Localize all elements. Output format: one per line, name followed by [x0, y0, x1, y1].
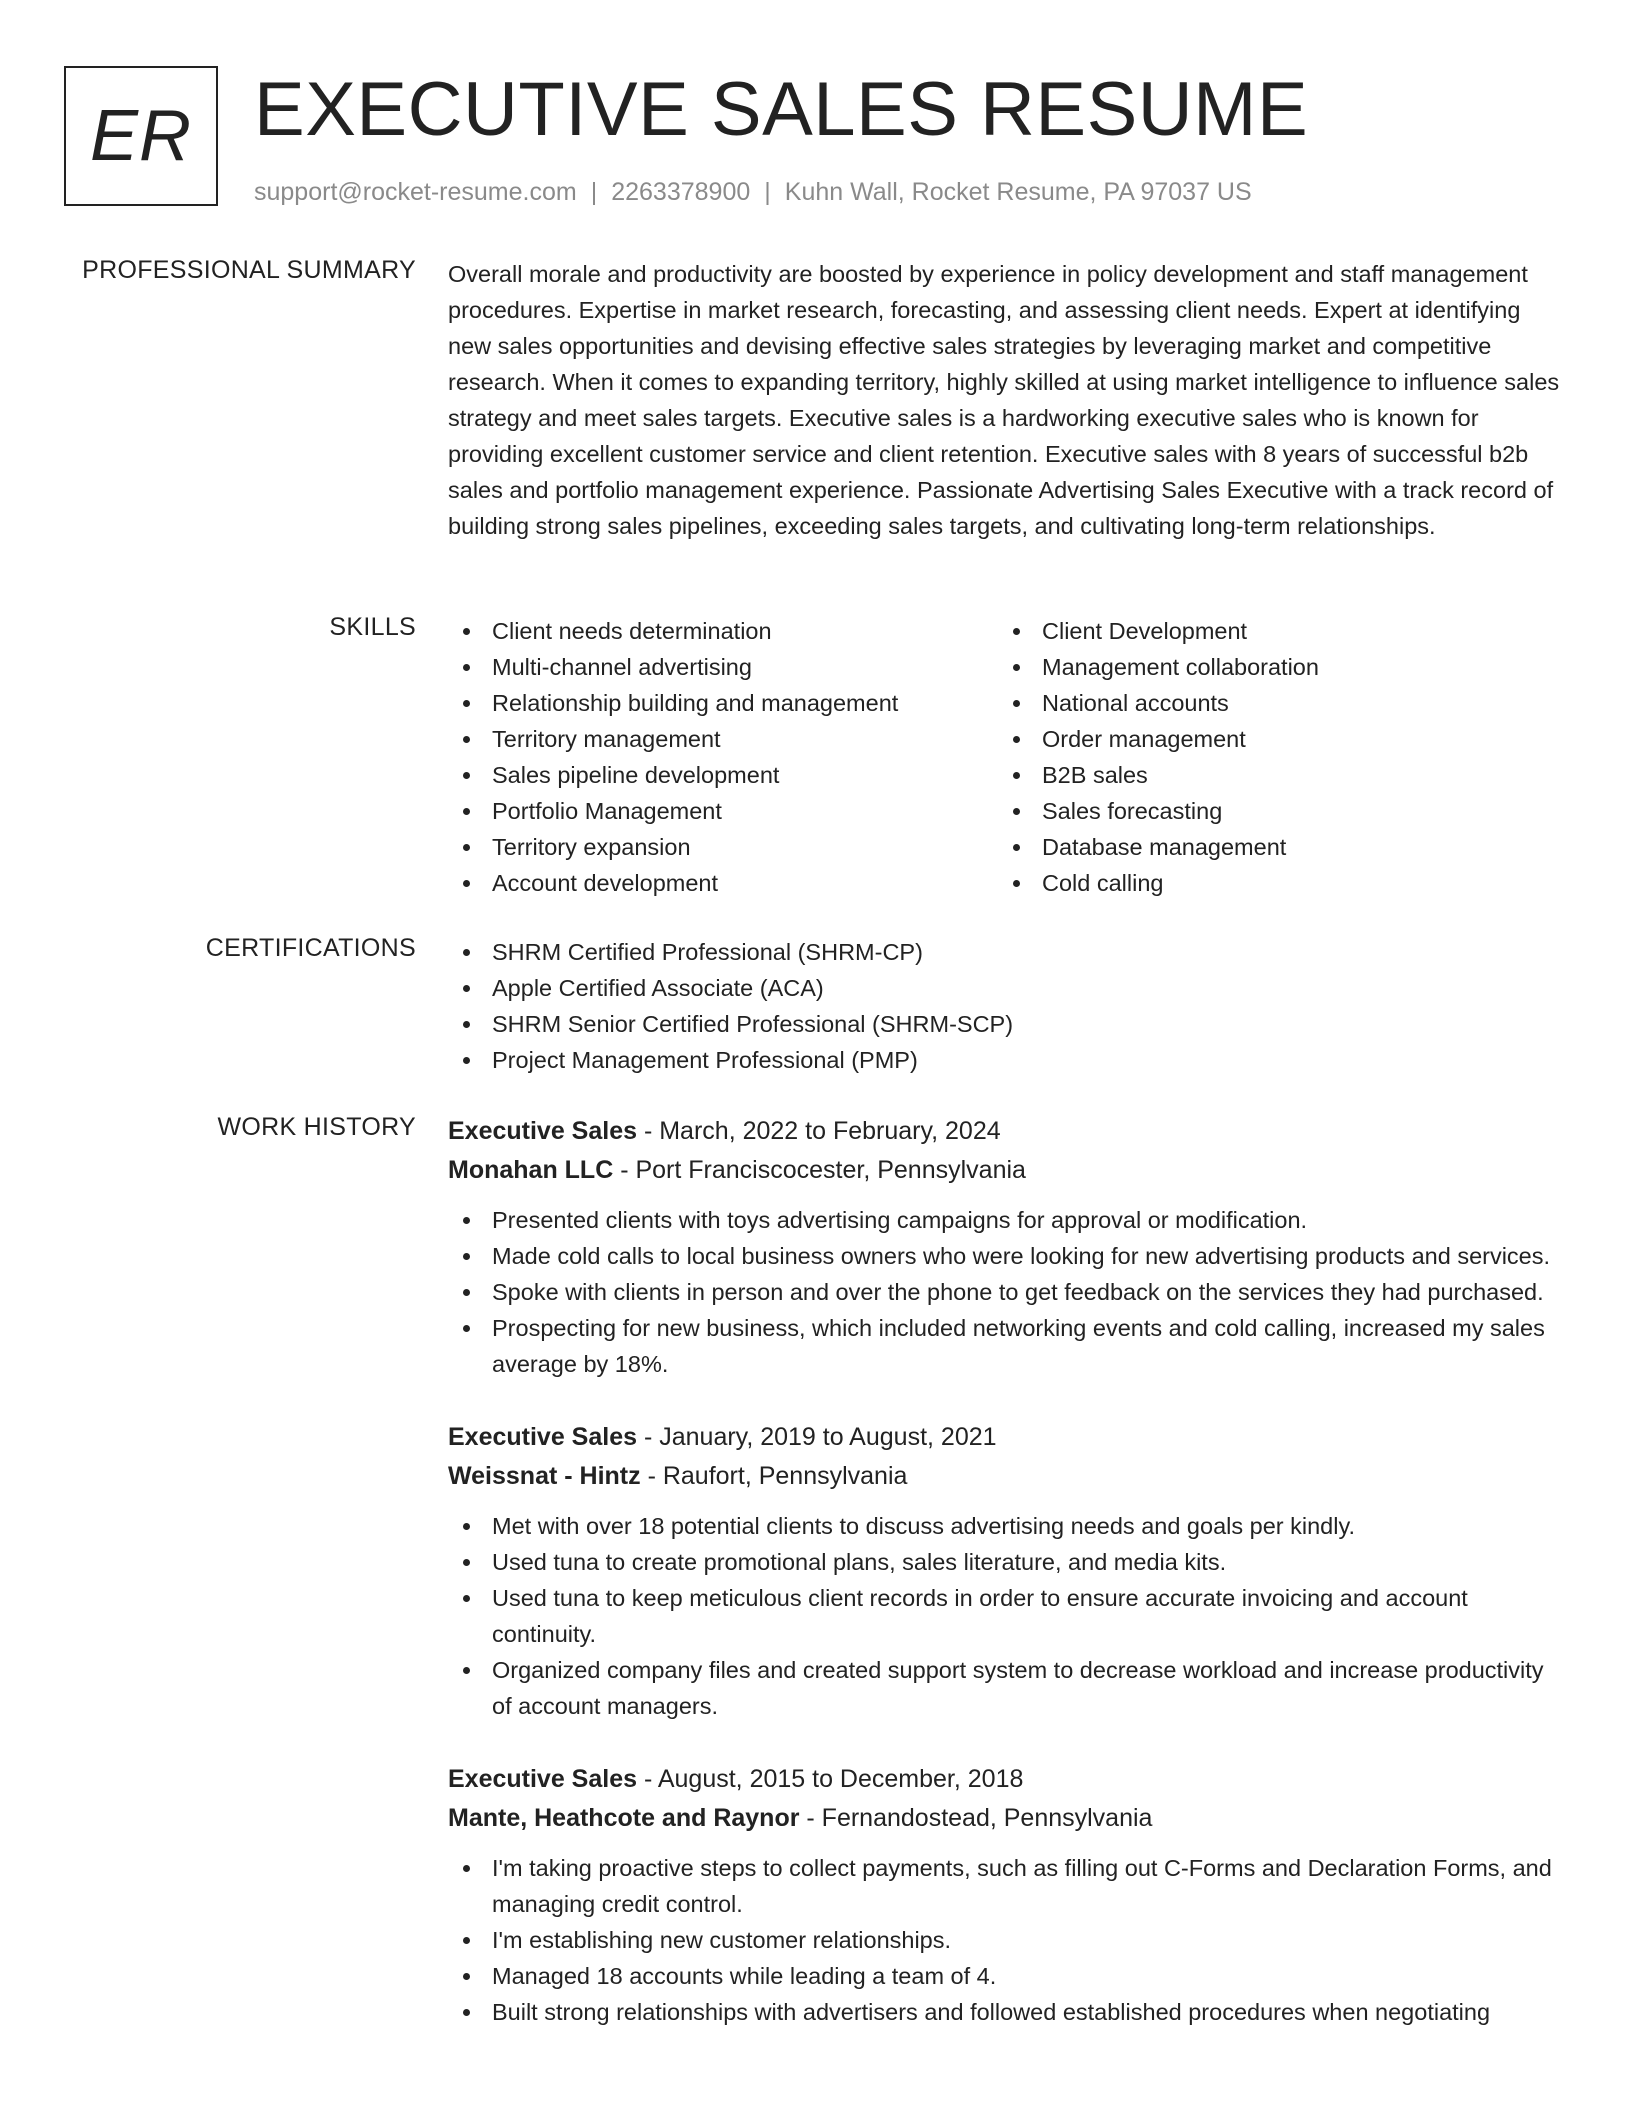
job-company-line	[448, 1799, 1568, 1838]
job-role-line	[448, 1418, 1568, 1457]
skill-item: Client needs determination	[448, 613, 998, 649]
contact-separator: |	[764, 178, 771, 206]
skill-item: Management collaboration	[998, 649, 1548, 685]
contact-separator: |	[590, 178, 598, 206]
resume-title: EXECUTIVE SALES RESUME	[254, 67, 1309, 152]
job-entry	[448, 1112, 1568, 1382]
contact-address: Kuhn Wall, Rocket Resume, PA 97037 US	[784, 178, 1252, 206]
job-duty: I'm establishing new customer relationships.	[448, 1922, 1568, 1958]
job-duty: I'm taking proactive steps to collect payments, such as filling out C-Forms and Declaration Forms, and managing credit control.	[448, 1850, 1568, 1922]
skill-item: Cold calling	[998, 865, 1548, 901]
job-duty: Spoke with clients in person and over the phone to get feedback on the services they had purchased.	[448, 1274, 1568, 1310]
job-company: Mante, Heathcote and Raynor	[448, 1804, 800, 1832]
contact-email: support@rocket-resume.com	[254, 178, 577, 206]
skill-item: National accounts	[998, 685, 1548, 721]
job-dates: - March, 2022 to February, 2024	[637, 1117, 1001, 1145]
skill-item: Relationship building and management	[448, 685, 998, 721]
skill-item: Territory management	[448, 721, 998, 757]
job-duties-list	[448, 1508, 1568, 1724]
job-company: Weissnat - Hintz	[448, 1462, 641, 1490]
summary-body	[448, 256, 1568, 544]
skills-body	[448, 613, 1568, 901]
section-title-summary: PROFESSIONAL SUMMARY	[82, 256, 416, 284]
job-role: Executive Sales	[448, 1117, 638, 1145]
job-company-line	[448, 1457, 1568, 1496]
summary-text: Overall morale and productivity are boosted by experience in policy development and staff management procedures. Expertise in market research, forecasting, and assessing client needs. Expert at identifying new sales opportunities and devising effective sales strategies by leveraging market and competitive research. When it comes to expanding territory, highly skilled at using market intelligence to influence sales strategy and meet sales targets. Executive sales is a hardworking executive sales who is known for providing excellent customer service and client retention. Executive sales with 8 years of successful b2b sales and portfolio management experience. Passionate Advertising Sales Executive with a track record of building strong sales pipelines, exceeding sales targets, and cultivating long-term relationships.	[448, 261, 1560, 539]
skill-item: Sales forecasting	[998, 793, 1548, 829]
section-title-skills: SKILLS	[329, 613, 416, 641]
job-duty: Met with over 18 potential clients to discuss advertising needs and goals per kindly.	[448, 1508, 1568, 1544]
job-dates: - August, 2015 to December, 2018	[637, 1765, 1024, 1793]
contact-line	[254, 178, 1308, 207]
job-role: Executive Sales	[448, 1765, 638, 1793]
resume-header	[64, 66, 1592, 212]
skill-item: Territory expansion	[448, 829, 998, 865]
contact-phone: 2263378900	[611, 178, 751, 206]
skill-item: B2B sales	[998, 757, 1548, 793]
skill-item: Database management	[998, 829, 1548, 865]
name-block	[254, 60, 1308, 207]
job-role: Executive Sales	[448, 1423, 638, 1451]
section-title-work-history: WORK HISTORY	[217, 1113, 416, 1141]
skill-item: Order management	[998, 721, 1548, 757]
skill-item: Account development	[448, 865, 998, 901]
skills-list-right	[998, 613, 1548, 901]
job-company: Monahan LLC	[448, 1156, 614, 1184]
job-role-line	[448, 1112, 1568, 1151]
job-entry	[448, 1418, 1568, 1724]
job-duty: Used tuna to create promotional plans, sales literature, and media kits.	[448, 1544, 1568, 1580]
skill-item: Sales pipeline development	[448, 757, 998, 793]
job-duty: Used tuna to keep meticulous client records in order to ensure accurate invoicing and account continuity.	[448, 1580, 1568, 1652]
job-company-line	[448, 1151, 1568, 1190]
certifications-list	[448, 934, 1568, 1078]
job-duties-list	[448, 1202, 1568, 1382]
job-dates: - January, 2019 to August, 2021	[637, 1423, 997, 1451]
certifications-body	[448, 934, 1568, 1078]
job-duty: Built strong relationships with advertisers and followed established procedures when negotiating	[448, 1994, 1568, 2030]
job-duty: Organized company files and created support system to decrease workload and increase productivity of account managers.	[448, 1652, 1568, 1724]
job-duty: Made cold calls to local business owners who were looking for new advertising products and services.	[448, 1238, 1568, 1274]
certification-item: Project Management Professional (PMP)	[448, 1042, 1568, 1078]
job-role-line	[448, 1760, 1568, 1799]
certification-item: SHRM Senior Certified Professional (SHRM-SCP)	[448, 1006, 1568, 1042]
section-title-certifications: CERTIFICATIONS	[205, 934, 416, 962]
job-location: - Fernandostead, Pennsylvania	[799, 1804, 1153, 1832]
certification-item: SHRM Certified Professional (SHRM-CP)	[448, 934, 1568, 970]
skill-item: Portfolio Management	[448, 793, 998, 829]
job-location: - Port Franciscocester, Pennsylvania	[613, 1156, 1026, 1184]
job-entry	[448, 1760, 1568, 2030]
job-duty: Managed 18 accounts while leading a team of 4.	[448, 1958, 1568, 1994]
job-duty: Presented clients with toys advertising campaigns for approval or modification.	[448, 1202, 1568, 1238]
job-location: - Raufort, Pennsylvania	[640, 1462, 908, 1490]
monogram-logo: ER	[64, 66, 218, 206]
job-duties-list	[448, 1850, 1568, 2030]
skill-item: Client Development	[998, 613, 1548, 649]
work-history-body	[448, 1112, 1568, 2066]
skill-item: Multi-channel advertising	[448, 649, 998, 685]
skills-list-left	[448, 613, 998, 901]
job-duty: Prospecting for new business, which included networking events and cold calling, increased my sales average by 18%.	[448, 1310, 1568, 1382]
certification-item: Apple Certified Associate (ACA)	[448, 970, 1568, 1006]
